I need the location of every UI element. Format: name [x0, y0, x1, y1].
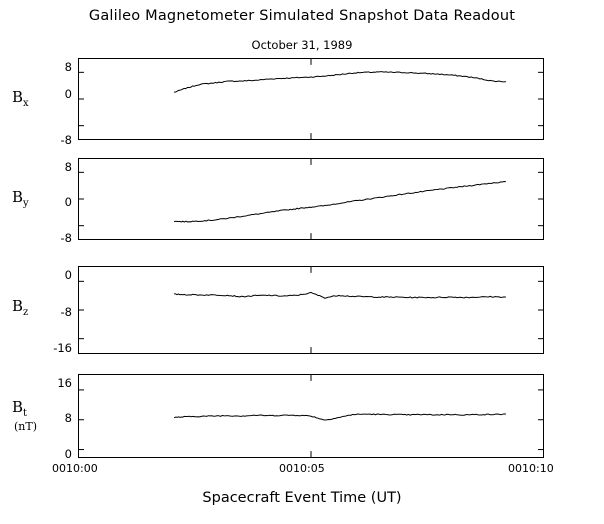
ytick-by-2: -8 [60, 231, 72, 245]
ytick-bt-2: 0 [64, 447, 72, 461]
ytick-bx-2: -8 [60, 133, 72, 147]
ytick-bt-0: 16 [57, 376, 72, 390]
panel-bt-plot [79, 375, 543, 457]
panel-by-plot [79, 159, 543, 239]
ytick-bz-0: 0 [64, 268, 72, 282]
ytick-bz-2: -16 [53, 341, 72, 355]
axis-label-bt: $B_t$ [12, 398, 28, 419]
x-axis-label: Spacecraft Event Time (UT) [202, 490, 402, 506]
panel-bx-plot [79, 59, 543, 139]
panel-bz [78, 266, 544, 354]
xtick-2: 0010:10 [508, 462, 554, 475]
ytick-bz-1: -8 [60, 305, 72, 319]
ytick-bt-1: 8 [64, 411, 72, 425]
ytick-bx-1: 0 [64, 87, 72, 101]
axis-unit-bt: (nT) [14, 420, 38, 433]
panel-bx [78, 58, 544, 140]
ytick-bx-0: 8 [64, 60, 72, 74]
chart-subtitle: October 31, 1989 [251, 38, 353, 52]
axis-label-by: $B_y$ [12, 188, 29, 209]
xtick-1: 0010:05 [279, 462, 325, 475]
panel-bt [78, 374, 544, 458]
axis-label-bx: $B_x$ [12, 88, 29, 109]
panel-bz-plot [79, 267, 543, 353]
panel-by [78, 158, 544, 240]
ytick-by-1: 0 [64, 195, 72, 209]
xtick-0: 0010:00 [52, 462, 98, 475]
page-title: Galileo Magnetometer Simulated Snapshot Data Readout [88, 8, 516, 24]
ytick-by-0: 8 [64, 160, 72, 174]
axis-label-bz: $B_z$ [12, 297, 29, 318]
